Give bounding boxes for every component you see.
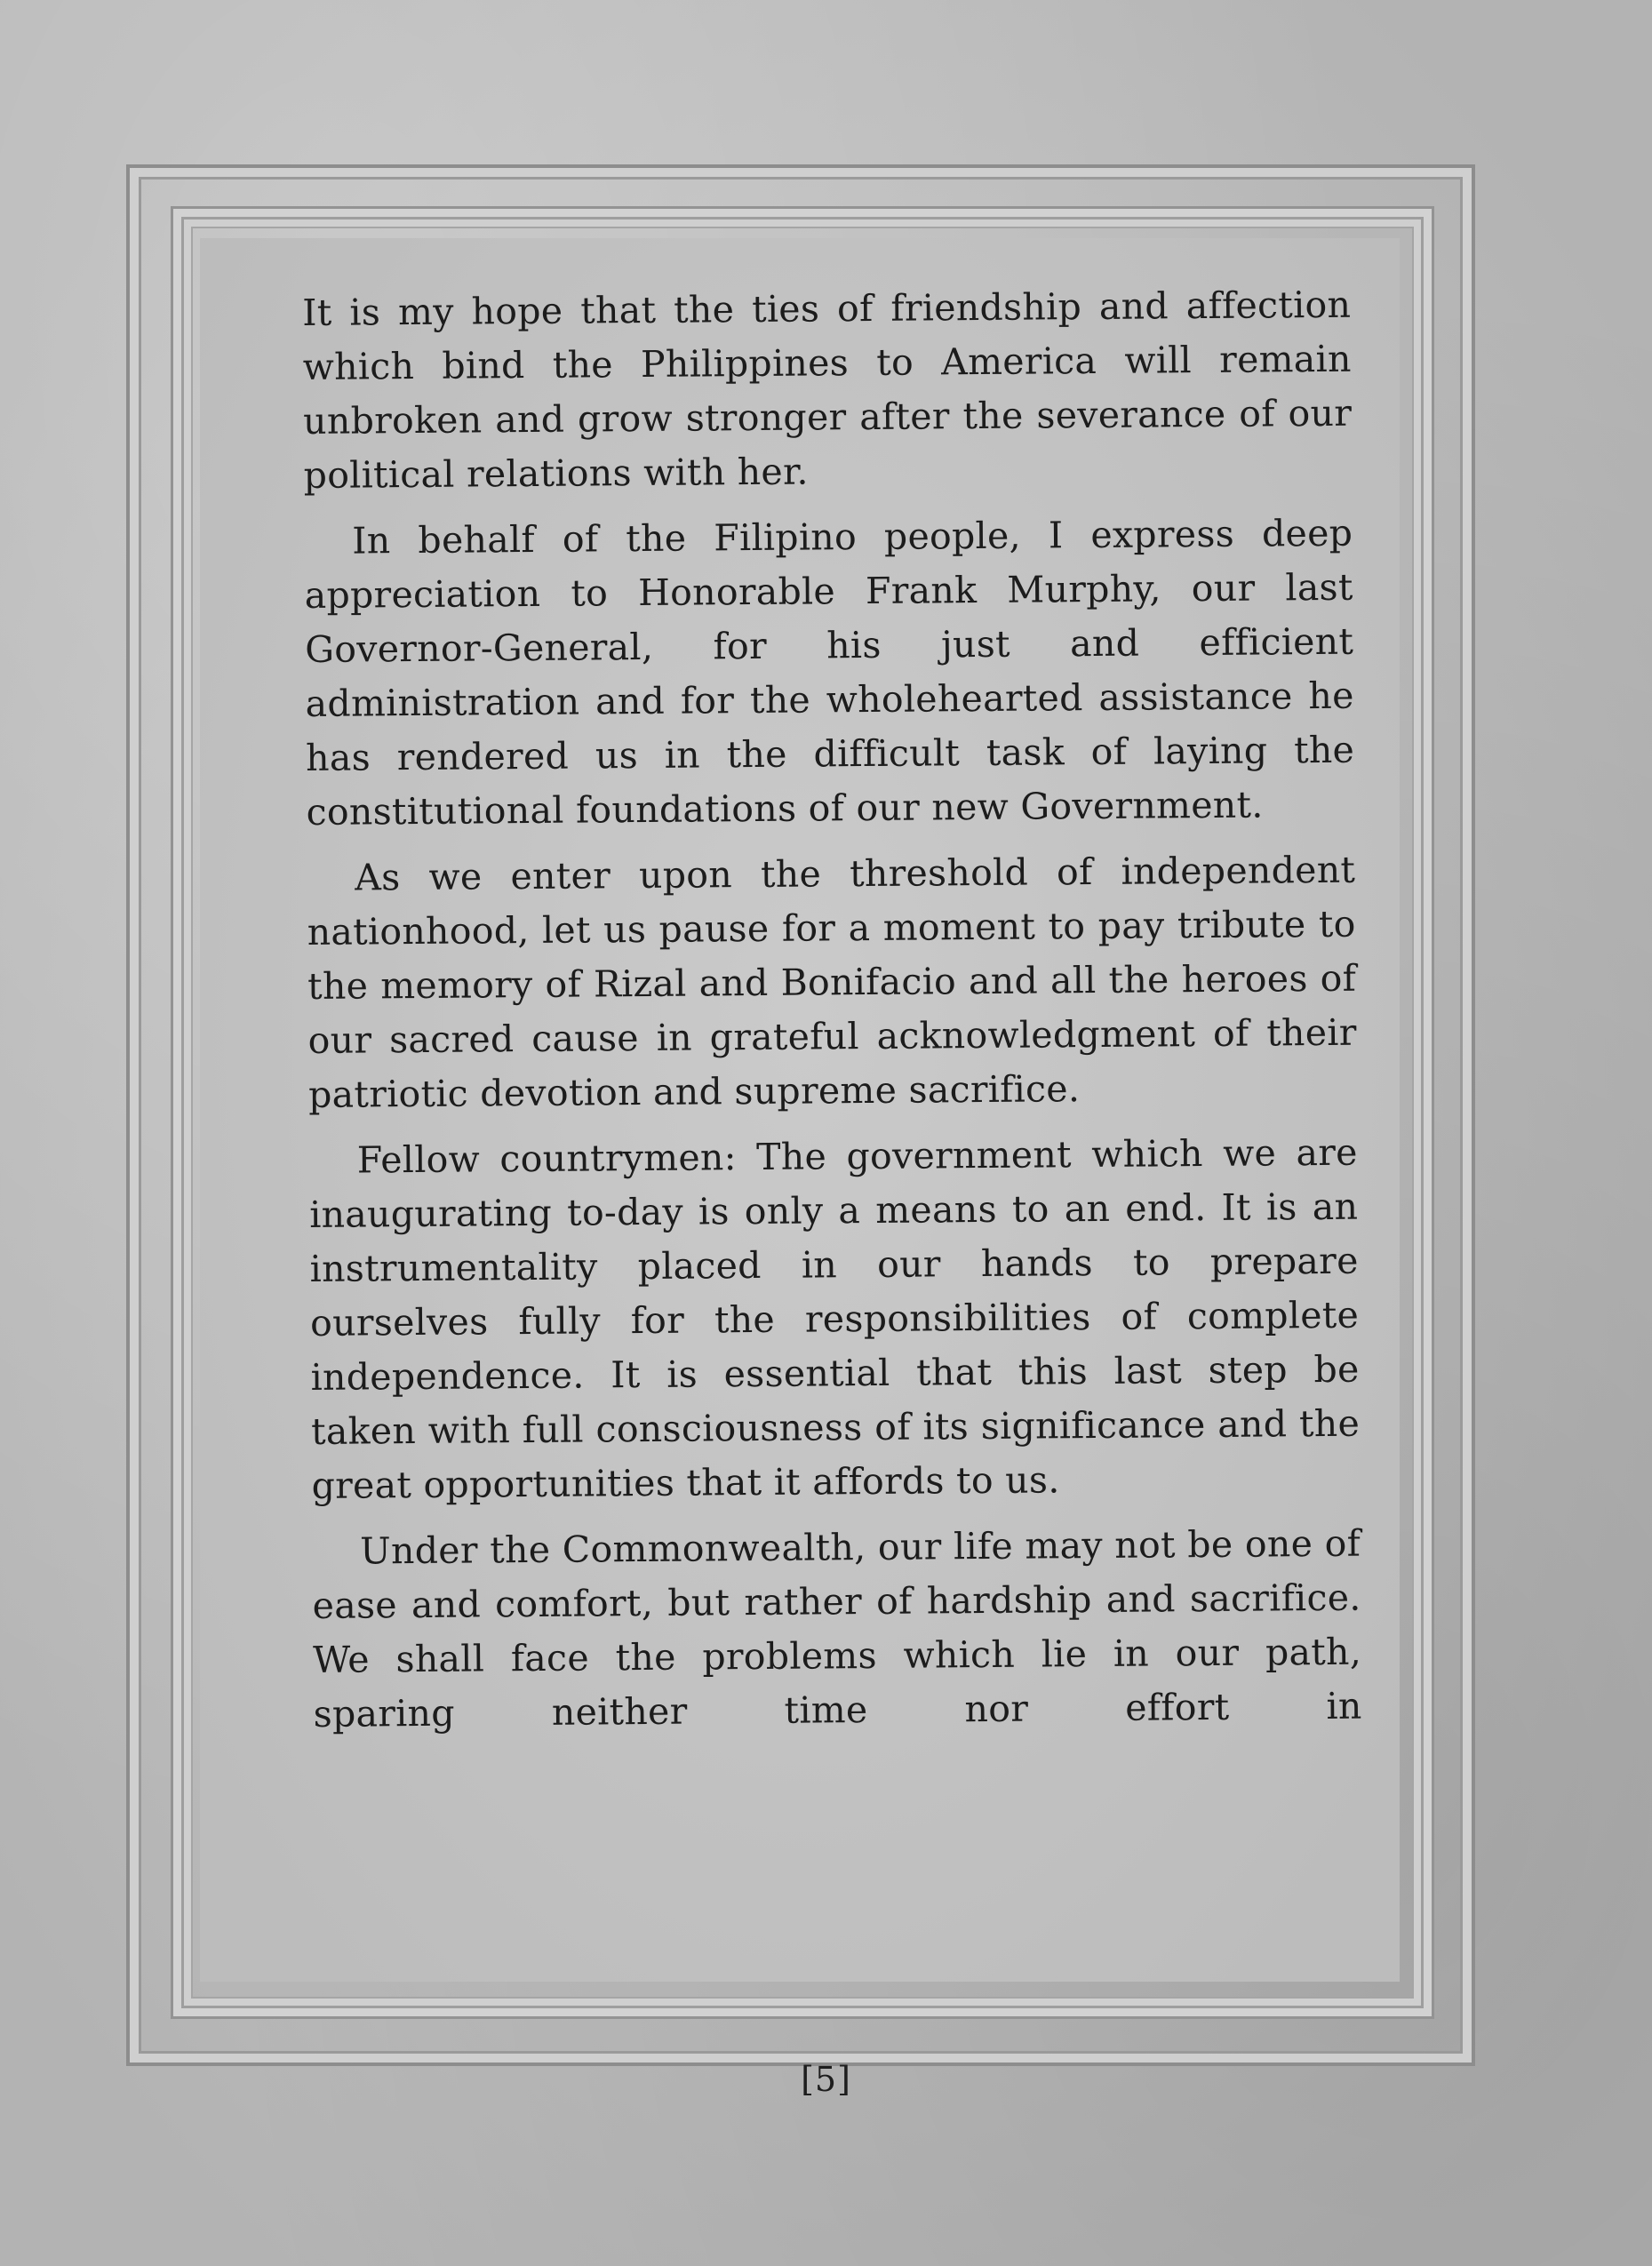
paragraph-3: As we enter upon the threshold of independent nationhood, let us pause for a moment to pay tribute to the memory of Rizal and Bonifacio and all the heroes of our sacred cause in grateful acknowledgment of their patriotic devotion and supreme sacrifice. [307, 848, 1357, 1116]
paragraph-5: Under the Commonwealth, our life may not be one of ease and comfort, but rather of hardship and sacrifice. We shall face the problems which lie in our path, sparing neither time nor effort in [312, 1521, 1362, 1735]
page-number: [5] [801, 2060, 851, 2099]
paragraph-1: It is my hope that the ties of friendship and affection which bind the Philippines to America will remain unbroken and grow stronger after the severance of our political relations with her. [302, 283, 1353, 497]
paragraph-2: In behalf of the Filipino people, I express deep appreciation to Honorable Frank Murphy, our last Governor-General, for his just and efficient administration and for the wholehearted assistance he has rendered us in the difficult task of laying the constitutional foundations of our new Government. [304, 511, 1355, 834]
body-text [302, 278, 1362, 1753]
paragraph-4: Fellow countrymen: The government which we are inaugurating to-day is only a means to an end. It is an instrumentality placed in our hands to prepare ourselves fully for the responsibilities of complete independence. It is essential that this last step be taken with full consciousness of its significance and the great opportunities that it affords to us. [309, 1130, 1361, 1507]
